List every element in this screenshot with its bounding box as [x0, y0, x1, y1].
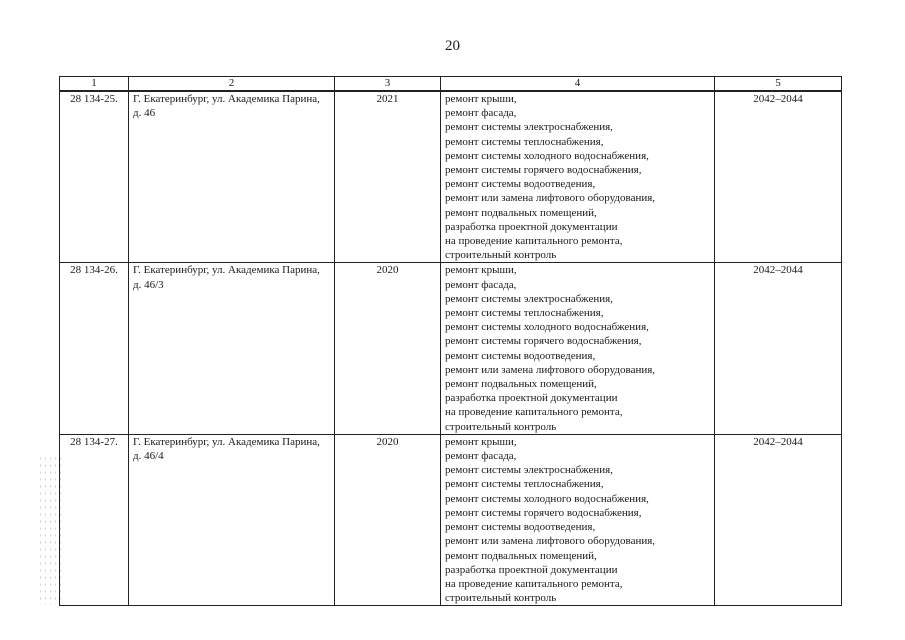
work-item: ремонт подвальных помещений, [445, 549, 597, 562]
work-item: разработка проектной документации [445, 220, 618, 233]
row-period: 2042–2044 [715, 91, 842, 263]
work-item: ремонт крыши, [445, 264, 517, 277]
table-row [60, 434, 842, 605]
table-body [60, 91, 842, 606]
scan-noise [38, 455, 64, 605]
header-col-3: 3 [335, 77, 441, 92]
row-id: 28 134-26. [60, 263, 129, 434]
repair-schedule-table [59, 76, 842, 606]
work-item: ремонт фасада, [445, 278, 517, 291]
table-row [60, 263, 842, 434]
work-item: разработка проектной документации [445, 392, 618, 405]
work-item: ремонт системы электроснабжения, [445, 292, 613, 305]
header-col-2: 2 [129, 77, 335, 92]
row-year: 2020 [335, 263, 441, 434]
work-item: ремонт или замена лифтового оборудования, [445, 535, 656, 548]
row-address: Г. Екатеринбург, ул. Академика Парина, д. 46 [129, 91, 335, 263]
work-item: ремонт системы теплоснабжения, [445, 307, 604, 320]
work-item: на проведение капитального ремонта, [445, 577, 623, 590]
row-address: Г. Екатеринбург, ул. Академика Парина, д. 46/3 [129, 263, 335, 434]
header-col-5: 5 [715, 77, 842, 92]
work-item: ремонт системы холодного водоснабжения, [445, 149, 649, 162]
work-item: ремонт системы водоотведения, [445, 349, 596, 362]
table-row [60, 91, 842, 263]
work-item: на проведение капитального ремонта, [445, 406, 623, 419]
row-period: 2042–2044 [715, 434, 842, 605]
work-item: ремонт системы электроснабжения, [445, 464, 613, 477]
row-id: 28 134-25. [60, 91, 129, 263]
row-year: 2021 [335, 91, 441, 263]
header-row [60, 77, 842, 92]
work-item: ремонт или замена лифтового оборудования, [445, 363, 656, 376]
row-works [441, 434, 715, 605]
row-id: 28 134-27. [60, 434, 129, 605]
row-works [441, 91, 715, 263]
work-item: ремонт системы холодного водоснабжения, [445, 492, 649, 505]
work-item: ремонт подвальных помещений, [445, 206, 597, 219]
work-item: на проведение капитального ремонта, [445, 235, 623, 248]
work-item: ремонт системы горячего водоснабжения, [445, 164, 642, 177]
work-item: разработка проектной документации [445, 563, 618, 576]
work-item: ремонт системы теплоснабжения, [445, 478, 604, 491]
work-item: ремонт системы холодного водоснабжения, [445, 321, 649, 334]
work-item: ремонт системы водоотведения, [445, 521, 596, 534]
work-item: ремонт системы водоотведения, [445, 178, 596, 191]
work-item: ремонт крыши, [445, 93, 517, 105]
row-year: 2020 [335, 434, 441, 605]
work-item: ремонт системы горячего водоснабжения, [445, 335, 642, 348]
row-address: Г. Екатеринбург, ул. Академика Парина, д. 46/4 [129, 434, 335, 605]
header-col-4: 4 [441, 77, 715, 92]
work-item: ремонт системы горячего водоснабжения, [445, 506, 642, 519]
work-item: строительный контроль [445, 592, 557, 605]
work-item: ремонт системы теплоснабжения, [445, 135, 604, 148]
page-number: 20 [445, 38, 460, 54]
work-item: ремонт системы электроснабжения, [445, 121, 613, 134]
header-col-1: 1 [60, 77, 129, 92]
work-item: строительный контроль [445, 249, 557, 262]
row-works [441, 263, 715, 434]
work-item: ремонт крыши, [445, 435, 517, 448]
work-item: ремонт фасада, [445, 450, 517, 463]
work-item: ремонт фасада, [445, 107, 517, 120]
work-item: ремонт подвальных помещений, [445, 378, 597, 391]
work-item: ремонт или замена лифтового оборудования, [445, 192, 656, 205]
work-item: строительный контроль [445, 420, 557, 433]
row-period: 2042–2044 [715, 263, 842, 434]
